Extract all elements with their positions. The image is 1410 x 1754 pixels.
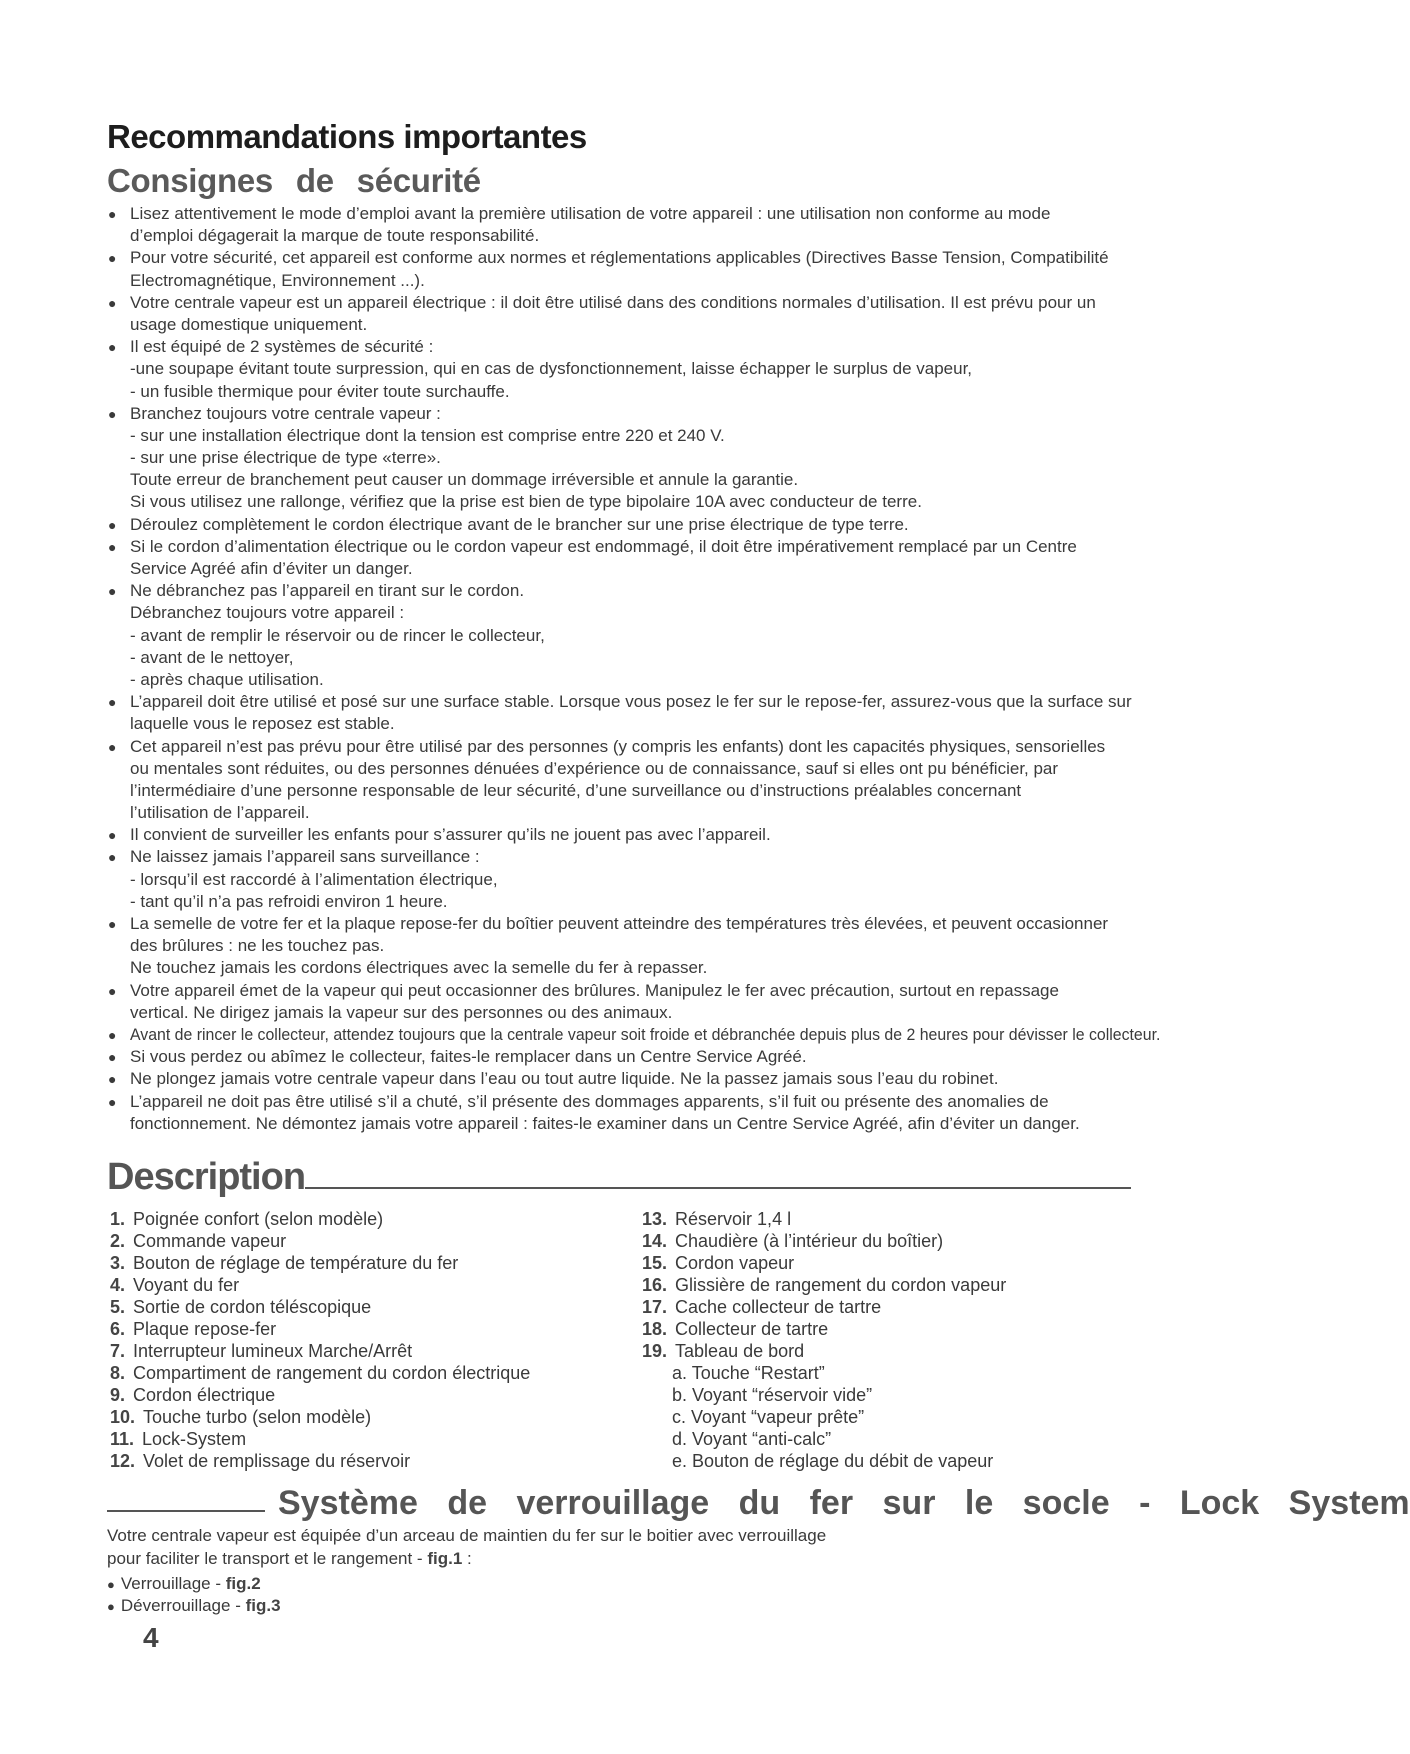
safety-rule-text: Votre appareil émet de la vapeur qui peut occasionner des brûlures. Manipulez le fer avec précaution, surtout en repassage xyxy=(130,980,1059,1000)
bullet-icon: ● xyxy=(108,738,117,755)
safety-rule-text: Avant de rincer le collecteur, attendez toujours que la centrale vapeur soit froide et débranchée depuis plus de 2 heures pour dévisser le collecteur. xyxy=(130,1024,1161,1044)
safety-rule-text: l’utilisation de l’appareil. xyxy=(130,803,310,823)
item-label: b. Voyant “réservoir vide” xyxy=(672,1385,873,1405)
description-item xyxy=(642,1318,1006,1340)
safety-rule-line xyxy=(108,203,1158,225)
safety-rule-text: Il est équipé de 2 systèmes de sécurité : xyxy=(130,337,434,357)
lock-item xyxy=(107,1574,261,1594)
bullet-icon: ● xyxy=(108,694,117,711)
safety-rule-line xyxy=(108,625,1158,647)
description-item xyxy=(110,1362,530,1384)
lock-text: : xyxy=(462,1549,472,1568)
item-label: Cordon vapeur xyxy=(675,1253,795,1273)
safety-rule-line xyxy=(108,1091,1158,1113)
item-label: Bouton de réglage de température du fer xyxy=(133,1253,459,1273)
safety-rule-line xyxy=(108,780,1158,802)
safety-rule-text: Branchez toujours votre centrale vapeur : xyxy=(130,403,441,423)
safety-rule-line xyxy=(108,1113,1158,1135)
safety-rule-line xyxy=(108,469,1158,491)
safety-rule-line xyxy=(108,758,1158,780)
bullet-icon: ● xyxy=(108,538,117,555)
item-label: Collecteur de tartre xyxy=(675,1319,829,1339)
safety-rule-text: Ne touchez jamais les cordons électriques avec la semelle du fer à repasser. xyxy=(130,958,708,978)
safety-rule-line xyxy=(108,292,1158,314)
safety-rule-text: vertical. Ne dirigez jamais la vapeur sur des personnes ou des animaux. xyxy=(130,1002,673,1022)
safety-rule-text: Ne plongez jamais votre centrale vapeur dans l’eau ou tout autre liquide. Ne la passez jamais sous l’eau du robinet. xyxy=(130,1069,999,1089)
safety-rule-text: Lisez attentivement le mode d’emploi avant la première utilisation de votre appareil : une utilisation non conforme au mode xyxy=(130,204,1051,223)
safety-rule-line xyxy=(108,336,1158,358)
safety-rule-text: Toute erreur de branchement peut causer un dommage irréversible et annule la garantie. xyxy=(130,470,799,490)
safety-rule-line xyxy=(108,425,1158,447)
description-item xyxy=(110,1230,530,1252)
safety-rule-text: Ne laissez jamais l’appareil sans surveillance : xyxy=(130,847,480,867)
item-label: d. Voyant “anti-calc” xyxy=(672,1429,832,1449)
description-item xyxy=(110,1450,530,1472)
safety-rule-text: Si vous utilisez une rallonge, vérifiez que la prise est bien de type bipolaire 10A avec conducteur de terre. xyxy=(130,492,922,512)
item-label: Lock-System xyxy=(142,1429,247,1449)
bullet-icon: ● xyxy=(108,405,117,422)
safety-rule-line xyxy=(108,1068,1158,1090)
item-number: 9. xyxy=(110,1385,126,1405)
bullet-icon: ● xyxy=(108,206,117,222)
safety-rule-text: - avant de remplir le réservoir ou de rincer le collecteur, xyxy=(130,625,545,645)
safety-rule-text: Service Agréé afin d’éviter un danger. xyxy=(130,559,413,578)
safety-rule-line xyxy=(108,580,1158,602)
item-label: Réservoir 1,4 l xyxy=(675,1209,792,1229)
item-number: 13. xyxy=(642,1209,668,1229)
bullet-icon: ● xyxy=(108,916,117,932)
bullet-icon: ● xyxy=(108,1026,117,1043)
description-item xyxy=(110,1296,530,1318)
item-number: 4. xyxy=(110,1275,126,1295)
item-number: 19. xyxy=(642,1341,668,1361)
description-list-left xyxy=(110,1208,530,1472)
item-label: Cache collecteur de tartre xyxy=(675,1297,882,1317)
description-item xyxy=(110,1428,530,1450)
item-number: 18. xyxy=(642,1319,668,1339)
heading-divider xyxy=(107,1510,265,1512)
safety-rule-line xyxy=(108,1024,1161,1046)
item-label: Tableau de bord xyxy=(675,1341,805,1361)
item-number: 6. xyxy=(110,1319,126,1339)
description-item xyxy=(642,1252,1006,1274)
safety-rules-list xyxy=(108,203,1161,1135)
item-number: 12. xyxy=(110,1451,136,1471)
item-number: 10. xyxy=(110,1407,136,1427)
safety-rule-text: usage domestique uniquement. xyxy=(130,314,368,334)
safety-rule-line xyxy=(108,736,1158,758)
description-item xyxy=(642,1340,1006,1362)
bullet-icon: ● xyxy=(108,516,117,533)
lock-paragraph-line: Votre centrale vapeur est équipée d’un arceau de maintien du fer sur le boitier avec verrouillage xyxy=(107,1526,827,1545)
safety-rule-text: ou mentales sont réduites, ou des personnes dénuées d’expérience ou de connaissance, sauf si elles ont pu bénéficier, par xyxy=(130,758,1059,778)
safety-rule-line xyxy=(108,514,1158,536)
safety-rule-text: Si le cordon d’alimentation électrique ou le cordon vapeur est endommagé, il doit être impérativement remplacé par un Centre xyxy=(130,536,1077,556)
item-label: Interrupteur lumineux Marche/Arrêt xyxy=(133,1341,413,1361)
item-label: Sortie de cordon téléscopique xyxy=(133,1297,372,1317)
item-label: Chaudière (à l’intérieur du boîtier) xyxy=(675,1231,944,1251)
bullet-icon: ● xyxy=(108,294,117,311)
description-item xyxy=(642,1296,1006,1318)
item-number: 14. xyxy=(642,1231,668,1251)
figure-ref: fig.1 xyxy=(427,1549,463,1568)
safety-rule-text: Si vous perdez ou abîmez le collecteur, faites-le remplacer dans un Centre Service Agréé. xyxy=(130,1047,807,1067)
safety-rule-line xyxy=(108,869,1158,891)
description-item xyxy=(642,1362,1006,1384)
lock-item xyxy=(107,1596,281,1616)
safety-rule-text: L’appareil ne doit pas être utilisé s’il a chuté, s’il présente des dommages apparents, s’il fuit ou présente des anomalies de xyxy=(130,1091,1049,1111)
safety-rule-line xyxy=(108,225,1158,247)
safety-rule-line xyxy=(108,1002,1158,1024)
description-item xyxy=(642,1384,1006,1406)
safety-rule-text: Cet appareil n’est pas prévu pour être utilisé par des personnes (y compris les enfants) dont les capacités physiques, sensorielles xyxy=(130,736,1106,756)
safety-rule-line xyxy=(108,447,1158,469)
safety-rule-text: Electromagnétique, Environnement ...). xyxy=(130,270,425,290)
safety-rule-line xyxy=(108,980,1158,1002)
safety-rule-text: - après chaque utilisation. xyxy=(130,669,324,689)
item-label: Poignée confort (selon modèle) xyxy=(133,1209,384,1229)
bullet-icon: ● xyxy=(108,583,117,600)
safety-rule-text: -une soupape évitant toute surpression, qui en cas de dysfonctionnement, laisse échapper le surplus de vapeur, xyxy=(130,359,973,379)
item-number: 8. xyxy=(110,1363,126,1383)
safety-rule-line xyxy=(108,536,1158,558)
safety-rule-text: des brûlures : ne les touchez pas. xyxy=(130,936,385,956)
bullet-icon: ● xyxy=(108,1071,117,1088)
safety-rule-line xyxy=(108,802,1158,824)
page-number: 4 xyxy=(143,1622,159,1653)
safety-rule-line xyxy=(108,247,1158,269)
item-number: 15. xyxy=(642,1253,668,1273)
bullet-icon: ● xyxy=(108,982,117,999)
safety-rule-line xyxy=(108,314,1158,336)
item-label: Voyant du fer xyxy=(133,1275,240,1295)
safety-rule-text: Votre centrale vapeur est un appareil électrique : il doit être utilisé dans des conditions normales d’utilisation. Il est prévu pour un xyxy=(130,292,1096,312)
safety-rule-line xyxy=(108,1046,1158,1068)
safety-rule-text: La semelle de votre fer et la plaque repose-fer du boîtier peuvent atteindre des températures très élevées, et peuvent occasionner xyxy=(130,914,1109,933)
safety-rule-text: Débranchez toujours votre appareil : xyxy=(130,603,405,623)
safety-rule-text: - un fusible thermique pour éviter toute surchauffe. xyxy=(130,381,510,401)
description-item xyxy=(110,1340,530,1362)
description-item xyxy=(110,1252,530,1274)
bullet-icon: ● xyxy=(108,339,117,356)
description-list-right xyxy=(642,1208,1006,1472)
item-label: Commande vapeur xyxy=(133,1231,287,1251)
lock-system-heading: Système de verrouillage du fer sur le socle - Lock System xyxy=(278,1484,1410,1522)
safety-rule-text: Il convient de surveiller les enfants pour s’assurer qu’ils ne jouent pas avec l’appareil. xyxy=(130,825,771,845)
figure-ref: fig.2 xyxy=(225,1574,261,1593)
safety-rule-line xyxy=(108,270,1158,292)
description-item xyxy=(110,1318,530,1340)
safety-rule-text: - avant de le nettoyer, xyxy=(130,647,294,667)
lock-paragraph-line xyxy=(107,1549,472,1569)
section-title-safety: Consignes de sécurité xyxy=(107,162,481,199)
safety-rule-line xyxy=(108,381,1158,403)
safety-rule-line xyxy=(108,957,1158,979)
heading-divider xyxy=(305,1187,1131,1189)
item-label: Volet de remplissage du réservoir xyxy=(143,1451,411,1471)
description-item xyxy=(642,1450,1006,1472)
item-number: 1. xyxy=(110,1209,126,1229)
safety-rule-line xyxy=(108,913,1158,935)
item-label: Cordon électrique xyxy=(133,1385,276,1405)
lock-heading-container xyxy=(278,1484,1410,1528)
safety-rule-line xyxy=(108,358,1158,380)
figure-ref: fig.3 xyxy=(245,1596,281,1615)
safety-rule-line xyxy=(108,846,1158,868)
safety-rule-line xyxy=(108,713,1158,735)
safety-rule-line xyxy=(108,691,1158,713)
item-label: Touche turbo (selon modèle) xyxy=(143,1407,372,1427)
description-item xyxy=(642,1230,1006,1252)
item-label: c. Voyant “vapeur prête” xyxy=(672,1407,865,1427)
safety-rule-text: fonctionnement. Ne démontez jamais votre appareil : faites-le examiner dans un Centre Service Agréé, afin d’éviter un danger. xyxy=(130,1113,1080,1133)
safety-rule-text: - sur une prise électrique de type «terre». xyxy=(130,448,441,468)
lock-text: pour faciliter le transport et le rangement - xyxy=(107,1549,428,1568)
lock-item-label: Déverrouillage - xyxy=(120,1596,246,1615)
bullet-icon: ● xyxy=(108,827,117,844)
safety-rule-text: Ne débranchez pas l’appareil en tirant sur le cordon. xyxy=(130,581,525,601)
lock-item-label: Verrouillage - xyxy=(120,1574,226,1593)
safety-rule-line xyxy=(108,491,1158,513)
item-number: 17. xyxy=(642,1297,668,1317)
item-number: 3. xyxy=(110,1253,126,1273)
item-number: 5. xyxy=(110,1297,126,1317)
bullet-icon: ● xyxy=(108,849,117,866)
bullet-icon: ● xyxy=(107,1599,115,1614)
item-number: 7. xyxy=(110,1341,126,1361)
safety-rule-text: Pour votre sécurité, cet appareil est conforme aux normes et réglementations applicables (Directives Basse Tension, Compatibilité xyxy=(130,248,1109,268)
item-number: 11. xyxy=(110,1429,135,1449)
safety-rule-line xyxy=(108,669,1158,691)
safety-rule-text: - lorsqu’il est raccordé à l’alimentation électrique, xyxy=(130,869,498,889)
description-item xyxy=(642,1406,1006,1428)
item-label: e. Bouton de réglage du débit de vapeur xyxy=(672,1451,994,1471)
description-item xyxy=(110,1384,530,1406)
item-label: Plaque repose-fer xyxy=(133,1319,277,1339)
safety-rule-line xyxy=(108,935,1158,957)
description-item xyxy=(642,1274,1006,1296)
safety-rule-line xyxy=(108,558,1158,580)
description-item xyxy=(110,1406,530,1428)
page-title: Recommandations importantes xyxy=(107,118,587,155)
description-item xyxy=(642,1428,1006,1450)
item-label: Compartiment de rangement du cordon électrique xyxy=(133,1363,531,1383)
description-item xyxy=(110,1208,530,1230)
bullet-icon: ● xyxy=(108,1049,117,1066)
safety-rule-text: - sur une installation électrique dont la tension est comprise entre 220 et 240 V. xyxy=(130,425,725,445)
item-number: 2. xyxy=(110,1231,126,1251)
safety-rule-line xyxy=(108,647,1158,669)
bullet-icon: ● xyxy=(108,1093,117,1110)
bullet-icon: ● xyxy=(108,250,117,267)
safety-rule-line xyxy=(108,824,1158,846)
description-item xyxy=(642,1208,1006,1230)
description-item xyxy=(110,1274,530,1296)
safety-rule-text: - tant qu’il n’a pas refroidi environ 1 heure. xyxy=(130,891,448,911)
description-heading: Description xyxy=(107,1156,306,1198)
safety-rule-text: L’appareil doit être utilisé et posé sur une surface stable. Lorsque vous posez le fer sur le repose-fer, assurez-vous que la surface sur xyxy=(130,692,1132,712)
safety-rule-text: l’intermédiaire d’une personne responsable de leur sécurité, d’une surveillance ou d’instructions préalables concernant xyxy=(130,780,1022,800)
safety-rule-text: Déroulez complètement le cordon électrique avant de le brancher sur une prise électrique de type terre. xyxy=(130,514,909,534)
safety-rule-text: d’emploi dégagerait la marque de toute responsabilité. xyxy=(130,226,540,246)
item-label: Glissière de rangement du cordon vapeur xyxy=(675,1275,1007,1295)
safety-rule-line xyxy=(108,602,1158,624)
bullet-icon: ● xyxy=(107,1577,115,1592)
item-number: 16. xyxy=(642,1275,668,1295)
safety-rule-line xyxy=(108,403,1158,425)
safety-rule-text: laquelle vous le reposez est stable. xyxy=(130,714,395,734)
item-label: a. Touche “Restart” xyxy=(672,1363,825,1383)
safety-rule-line xyxy=(108,891,1158,913)
